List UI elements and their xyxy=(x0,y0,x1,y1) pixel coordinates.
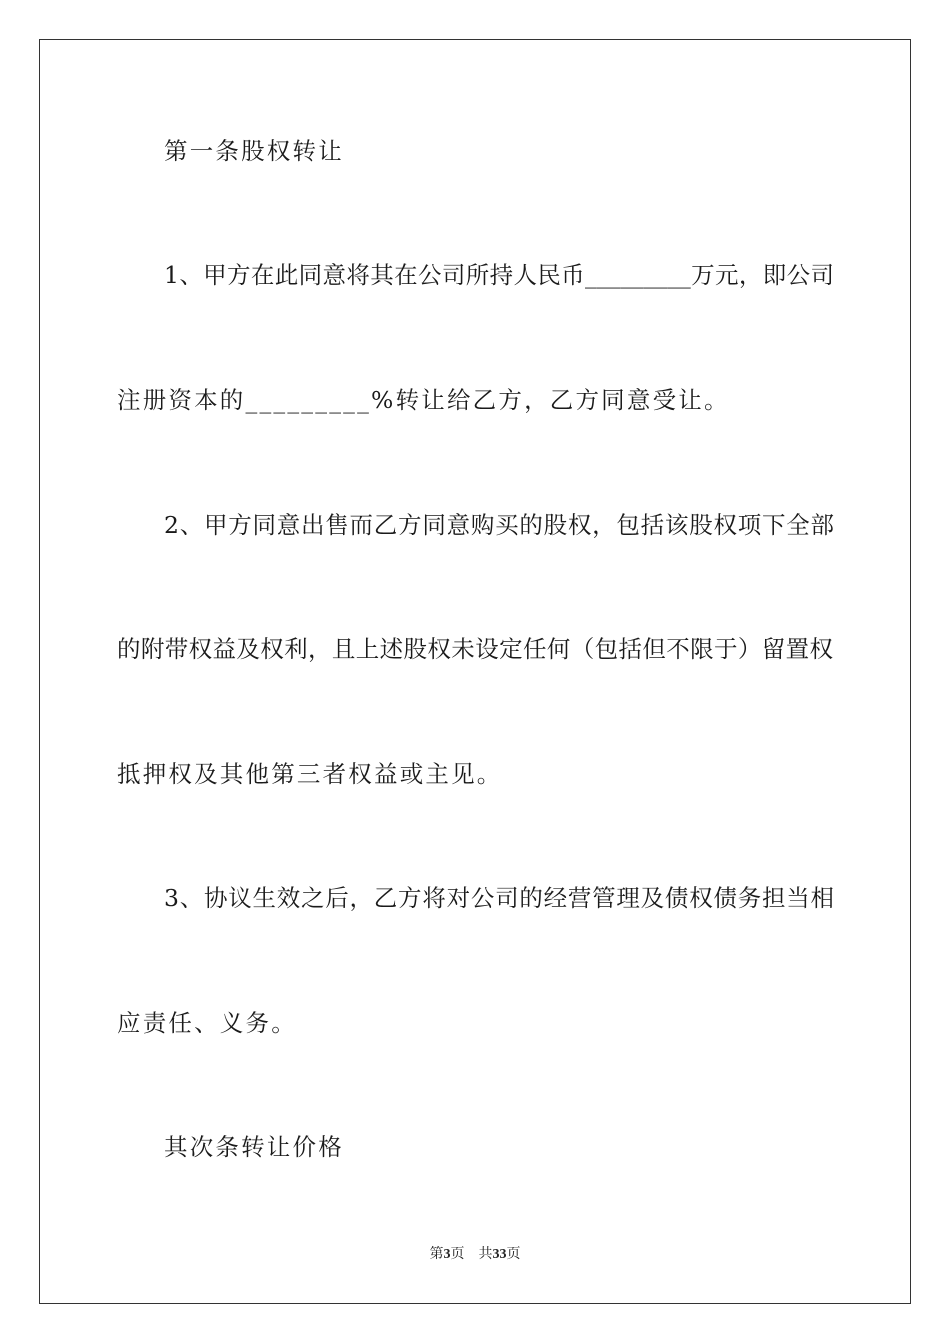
clause-1-line-1: 1、甲方在此同意将其在公司所持人民币_________万元，即公司 xyxy=(164,261,834,289)
total-unit: 页 xyxy=(506,1247,521,1262)
page-current: 3 xyxy=(443,1247,451,1262)
clause-2-line-3: 抵押权及其他第三者权益或主见。 xyxy=(117,760,503,788)
clause-2-line-2: 的附带权益及权利，且上述股权未设定任何（包括但不限于）留置权 xyxy=(117,635,833,663)
section-heading-equity-transfer: 第一条股权转让 xyxy=(164,137,344,165)
clause-2-line-1: 2、甲方同意出售而乙方同意购买的股权，包括该股权项下全部 xyxy=(164,511,834,539)
page-prefix: 第 xyxy=(429,1247,444,1262)
page-footer xyxy=(0,1246,950,1264)
section-heading-transfer-price: 其次条转让价格 xyxy=(164,1133,344,1161)
clause-3-line-2: 应责任、义务。 xyxy=(117,1009,297,1037)
clause-1-line-2: 注册资本的_________%转让给乙方，乙方同意受让。 xyxy=(117,386,730,414)
page-total: 33 xyxy=(492,1247,507,1262)
total-prefix: 共 xyxy=(478,1247,493,1262)
page-frame xyxy=(39,39,911,1304)
clause-3-line-1: 3、协议生效之后，乙方将对公司的经营管理及债权债务担当相 xyxy=(164,884,834,912)
page-unit: 页 xyxy=(450,1247,465,1262)
